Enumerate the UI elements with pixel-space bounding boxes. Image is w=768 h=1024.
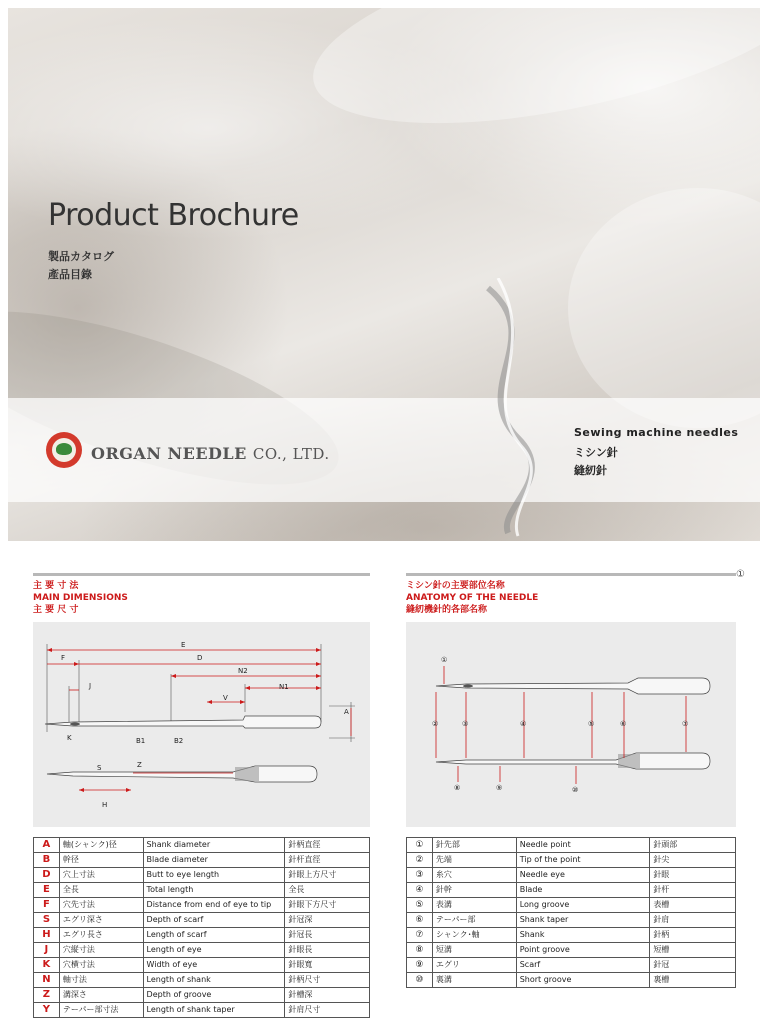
svg-text:Z: Z (137, 761, 142, 769)
svg-text:S: S (97, 764, 102, 772)
row-en: Point groove (516, 943, 650, 958)
table-row (34, 898, 370, 913)
row-en: Length of eye (143, 943, 285, 958)
table-row (34, 853, 370, 868)
row-en: Short groove (516, 973, 650, 988)
row-jp: 全長 (59, 883, 143, 898)
row-jp: 幹径 (59, 853, 143, 868)
table-row (34, 1003, 370, 1018)
row-en: Length of shank (143, 973, 285, 988)
table-row (34, 958, 370, 973)
row-jp: 糸穴 (432, 868, 516, 883)
row-code: ① (407, 838, 433, 853)
page-marker: ① (736, 569, 745, 580)
row-en: Length of shank taper (143, 1003, 285, 1018)
row-code: J (34, 943, 60, 958)
dimensions-heading: 主 要 寸 法 MAIN DIMENSIONS 主 要 尺 寸 (33, 581, 128, 615)
section-rule-right (406, 573, 736, 576)
table-row (34, 913, 370, 928)
row-jp: 先端 (432, 853, 516, 868)
row-jp: 針先部 (432, 838, 516, 853)
svg-text:B1: B1 (136, 737, 146, 745)
row-jp: 軸寸法 (59, 973, 143, 988)
anatomy-table (406, 837, 736, 988)
table-row (407, 838, 736, 853)
svg-text:J: J (89, 682, 92, 690)
table-row (407, 973, 736, 988)
row-en: Tip of the point (516, 853, 650, 868)
dimensions-table (33, 837, 370, 1018)
row-code: ④ (407, 883, 433, 898)
row-code: D (34, 868, 60, 883)
row-cn: 針槽深 (285, 988, 370, 1003)
table-row (407, 928, 736, 943)
row-en: Shank taper (516, 913, 650, 928)
svg-text:E: E (181, 641, 186, 649)
row-en: Scarf (516, 958, 650, 973)
row-code: ⑨ (407, 958, 433, 973)
brochure-title: Product Brochure (48, 198, 299, 233)
row-en: Length of scarf (143, 928, 285, 943)
row-cn: 針眼寬 (285, 958, 370, 973)
subtitle-chinese: 產品目錄 (48, 268, 92, 281)
svg-text:V: V (223, 694, 228, 702)
table-row (34, 988, 370, 1003)
table-row (407, 898, 736, 913)
svg-text:⑤: ⑤ (588, 720, 595, 728)
row-cn: 針肩尺寸 (285, 1003, 370, 1018)
row-cn: 針杆直徑 (285, 853, 370, 868)
row-en: Long groove (516, 898, 650, 913)
row-en: Depth of groove (143, 988, 285, 1003)
svg-text:⑥: ⑥ (620, 720, 627, 728)
row-code: E (34, 883, 60, 898)
row-jp: 表溝 (432, 898, 516, 913)
tagline-japanese: ミシン針 (574, 446, 618, 459)
svg-text:⑨: ⑨ (496, 784, 503, 792)
table-row (34, 868, 370, 883)
row-code: ⑤ (407, 898, 433, 913)
row-en: Needle point (516, 838, 650, 853)
row-cn: 針眼下方尺寸 (285, 898, 370, 913)
row-en: Needle eye (516, 868, 650, 883)
row-cn: 針冠深 (285, 913, 370, 928)
row-jp: 穴横寸法 (59, 958, 143, 973)
tagline-chinese: 縫紉針 (574, 464, 607, 477)
row-code: ⑩ (407, 973, 433, 988)
row-cn: 針眼 (650, 868, 736, 883)
row-cn: 短槽 (650, 943, 736, 958)
anatomy-diagram (406, 622, 736, 827)
table-row (407, 853, 736, 868)
table-row (34, 928, 370, 943)
row-code: Z (34, 988, 60, 1003)
row-jp: 短溝 (432, 943, 516, 958)
row-cn: 針冠 (650, 958, 736, 973)
row-code: ⑥ (407, 913, 433, 928)
svg-text:A: A (344, 708, 349, 716)
anatomy-heading: ミシン針の主要部位名称 ANATOMY OF THE NEEDLE 縫紉機針的各部名称 (406, 581, 539, 615)
row-code: N (34, 973, 60, 988)
row-cn: 裏槽 (650, 973, 736, 988)
row-jp: 穴上寸法 (59, 868, 143, 883)
row-en: Shank diameter (143, 838, 285, 853)
needle-wave-graphic (478, 278, 558, 538)
row-jp: 裏溝 (432, 973, 516, 988)
row-cn: 針頭部 (650, 838, 736, 853)
row-en: Blade diameter (143, 853, 285, 868)
row-cn: 全長 (285, 883, 370, 898)
row-en: Shank (516, 928, 650, 943)
row-jp: シャンク･軸 (432, 928, 516, 943)
row-en: Width of eye (143, 958, 285, 973)
row-jp: エグリ長さ (59, 928, 143, 943)
row-jp: 穴縦寸法 (59, 943, 143, 958)
row-code: ⑦ (407, 928, 433, 943)
table-row (34, 838, 370, 853)
section-rule-left (33, 573, 370, 576)
row-jp: 穴先寸法 (59, 898, 143, 913)
svg-text:K: K (67, 734, 72, 742)
svg-text:D: D (197, 654, 203, 662)
row-code: Y (34, 1003, 60, 1018)
svg-text:④: ④ (520, 720, 527, 728)
svg-text:②: ② (432, 720, 439, 728)
svg-text:⑧: ⑧ (454, 784, 461, 792)
company-name: ORGAN NEEDLE CO., LTD. (91, 444, 330, 463)
row-cn: 針肩 (650, 913, 736, 928)
cover-image (8, 8, 760, 541)
row-cn: 針柄 (650, 928, 736, 943)
row-code: H (34, 928, 60, 943)
svg-text:⑦: ⑦ (682, 720, 689, 728)
table-row (407, 868, 736, 883)
table-row (34, 943, 370, 958)
row-cn: 針柄直徑 (285, 838, 370, 853)
row-code: ⑧ (407, 943, 433, 958)
row-cn: 針眼上方尺寸 (285, 868, 370, 883)
table-row (34, 973, 370, 988)
row-cn: 表槽 (650, 898, 736, 913)
row-code: B (34, 853, 60, 868)
row-code: K (34, 958, 60, 973)
row-cn: 針眼長 (285, 943, 370, 958)
row-cn: 針冠長 (285, 928, 370, 943)
svg-text:N1: N1 (279, 683, 289, 691)
row-code: A (34, 838, 60, 853)
table-row (407, 913, 736, 928)
table-row (407, 943, 736, 958)
row-jp: 溝深さ (59, 988, 143, 1003)
row-cn: 針杆 (650, 883, 736, 898)
row-code: F (34, 898, 60, 913)
row-en: Blade (516, 883, 650, 898)
svg-text:①: ① (441, 656, 448, 664)
row-jp: 針幹 (432, 883, 516, 898)
row-jp: テーパー部 (432, 913, 516, 928)
svg-text:N2: N2 (238, 667, 248, 675)
svg-text:F: F (61, 654, 66, 662)
table-row (407, 883, 736, 898)
company-logo (46, 432, 82, 468)
row-cn: 針尖 (650, 853, 736, 868)
subtitle-japanese: 製品カタログ (48, 250, 114, 263)
row-code: ③ (407, 868, 433, 883)
tagline-english: Sewing machine needles (574, 426, 739, 439)
row-en: Depth of scarf (143, 913, 285, 928)
row-jp: エグリ (432, 958, 516, 973)
row-jp: テーパー部寸法 (59, 1003, 143, 1018)
row-code: ② (407, 853, 433, 868)
dimensions-diagram (33, 622, 370, 827)
svg-text:③: ③ (462, 720, 469, 728)
row-jp: 軸(シャンク)径 (59, 838, 143, 853)
row-cn: 針柄尺寸 (285, 973, 370, 988)
svg-text:H: H (102, 801, 108, 809)
svg-text:⑩: ⑩ (572, 786, 579, 794)
row-jp: エグリ深さ (59, 913, 143, 928)
row-en: Butt to eye length (143, 868, 285, 883)
row-en: Total length (143, 883, 285, 898)
row-code: S (34, 913, 60, 928)
table-row (34, 883, 370, 898)
table-row (407, 958, 736, 973)
svg-text:B2: B2 (174, 737, 184, 745)
row-en: Distance from end of eye to tip (143, 898, 285, 913)
